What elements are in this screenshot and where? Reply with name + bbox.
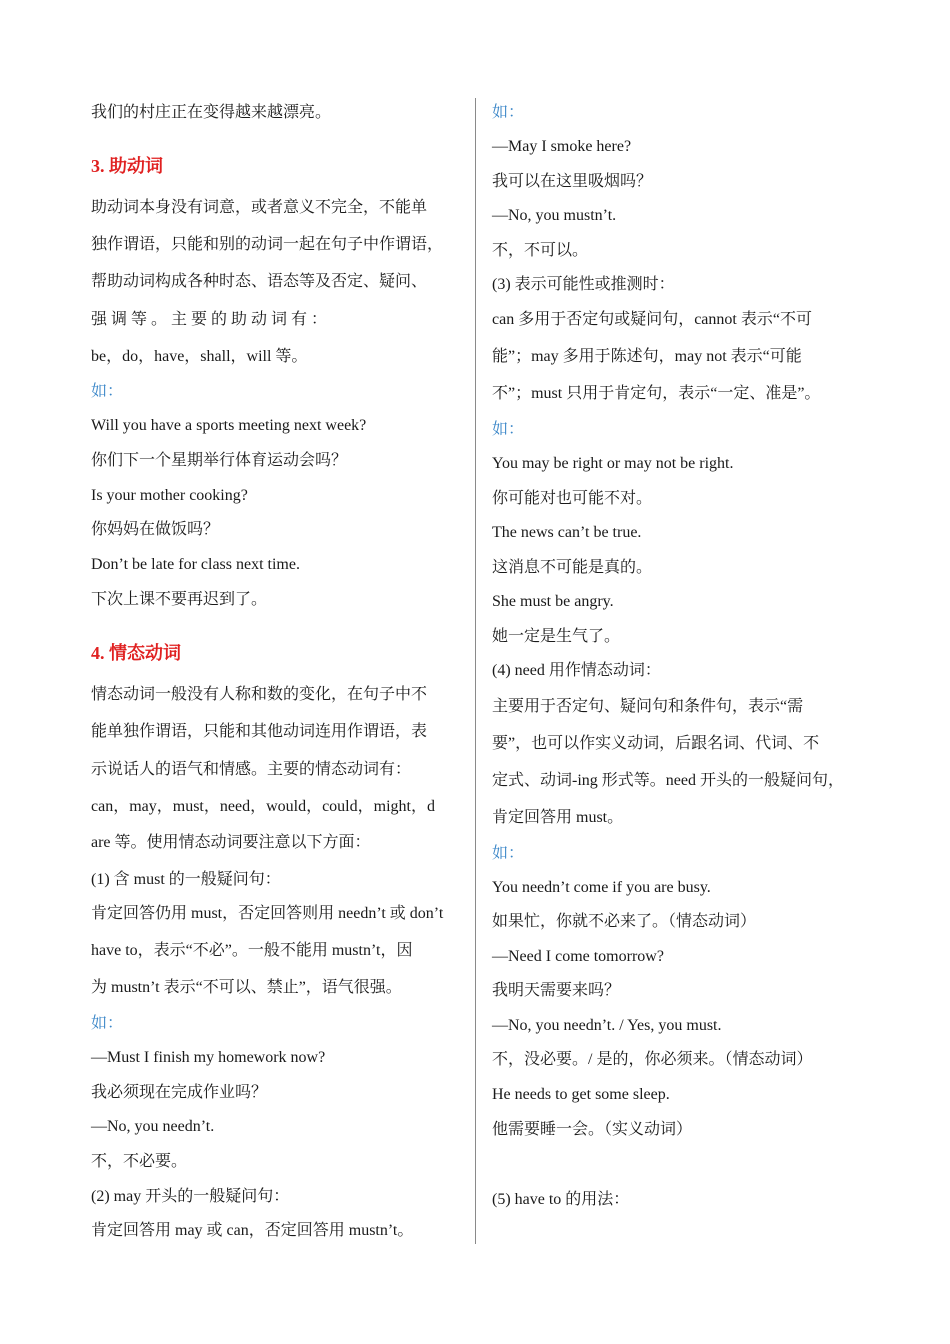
example-line: Is your mother cooking? xyxy=(91,487,248,504)
example-label: 如： xyxy=(91,383,124,400)
example-line: Will you have a sports meeting next week? xyxy=(91,417,367,434)
point4-para-line: 肯定回答用 must。 xyxy=(492,809,624,826)
example-line: —No, you needn’t. xyxy=(91,1118,215,1135)
example-line: 他需要睡一会。（实义动词） xyxy=(492,1121,693,1138)
example-label: 如： xyxy=(91,1015,124,1032)
section3-para-line: 帮助动词构成各种时态、语态等及否定、疑问、 xyxy=(91,273,428,290)
point2-title: (2) may 开头的一般疑问句： xyxy=(91,1188,290,1205)
example-line: She must be angry. xyxy=(492,593,614,610)
example-line: 下次上课不要再迟到了。 xyxy=(91,591,268,608)
example-line: —No, you mustn’t. xyxy=(492,207,617,224)
point1-para-line: 为 mustn’t 表示“不可以、禁止”，语气很强。 xyxy=(91,979,402,996)
column-divider xyxy=(475,98,476,1244)
example-line: 如果忙，你就不必来了。（情态动词） xyxy=(492,913,757,930)
intro-line: 我们的村庄正在变得越来越漂亮。 xyxy=(91,104,332,121)
section4-para-line: can，may，must，need，would，could，might，d xyxy=(91,798,435,815)
point1-para-line: 肯定回答仍用 must，否定回答则用 needn’t 或 don’t xyxy=(91,905,444,922)
example-line: The news can’t be true. xyxy=(492,524,642,541)
point2-para: 肯定回答用 may 或 can，否定回答用 mustn’t。 xyxy=(91,1222,414,1239)
section3-para-line: 强 调 等 。 主 要 的 助 动 词 有 ： xyxy=(91,311,328,328)
example-line: —May I smoke here? xyxy=(492,138,632,155)
example-line: 不，没必要。/ 是的，你必须来。（情态动词） xyxy=(492,1051,813,1068)
section3-para-line: be，do，have，shall，will 等。 xyxy=(91,348,308,365)
example-line: 你妈妈在做饭吗？ xyxy=(91,521,220,538)
example-line: 我可以在这里吸烟吗？ xyxy=(492,173,653,190)
example-line: —Must I finish my homework now? xyxy=(91,1049,326,1066)
example-line: 这消息不可能是真的。 xyxy=(492,559,653,576)
section4-para-line: 示说话人的语气和情感。主要的情态动词有： xyxy=(91,761,412,778)
example-line: Don’t be late for class next time. xyxy=(91,556,300,573)
example-line: 我明天需要来吗？ xyxy=(492,982,621,999)
example-line: 不，不可以。 xyxy=(492,242,589,259)
point5-title: (5) have to 的用法： xyxy=(492,1191,630,1208)
example-line: 我必须现在完成作业吗？ xyxy=(91,1084,268,1101)
example-label: 如： xyxy=(492,845,525,862)
example-label: 如： xyxy=(492,104,525,121)
example-line: You needn’t come if you are busy. xyxy=(492,879,711,896)
point1-title: (1) 含 must 的一般疑问句： xyxy=(91,871,281,888)
point3-para-line: 不”；must 只用于肯定句，表示“一定、准是”。 xyxy=(492,385,821,402)
example-line: —Need I come tomorrow? xyxy=(492,948,664,965)
section4-para-line: 能单独作谓语，只能和其他动词连用作谓语，表 xyxy=(91,723,428,740)
section4-heading: 4. 情态动词 xyxy=(91,643,181,663)
example-line: 她一定是生气了。 xyxy=(492,628,621,645)
point4-title: (4) need 用作情态动词： xyxy=(492,662,661,679)
point4-para-line: 主要用于否定句、疑问句和条件句，表示“需 xyxy=(492,698,804,715)
example-line: 你可能对也可能不对。 xyxy=(492,490,653,507)
section3-heading: 3. 助动词 xyxy=(91,156,163,176)
example-label: 如： xyxy=(492,421,525,438)
point4-para-line: 要”，也可以作实义动词，后跟名词、代词、不 xyxy=(492,735,820,752)
point3-para-line: 能”；may 多用于陈述句，may not 表示“可能 xyxy=(492,348,802,365)
section4-para-line: are 等。使用情态动词要注意以下方面： xyxy=(91,834,371,851)
example-line: 你们下一个星期举行体育运动会吗？ xyxy=(91,452,348,469)
example-line: You may be right or may not be right. xyxy=(492,455,734,472)
point4-para-line: 定式、动词-ing 形式等。need 开头的一般疑问句， xyxy=(492,772,844,789)
section3-para-line: 独作谓语，只能和别的动词一起在句子中作谓语， xyxy=(91,236,444,253)
example-line: 不，不必要。 xyxy=(91,1153,188,1170)
example-line: He needs to get some sleep. xyxy=(492,1086,670,1103)
example-line: —No, you needn’t. / Yes, you must. xyxy=(492,1017,722,1034)
section3-para-line: 助动词本身没有词意，或者意义不完全，不能单 xyxy=(91,199,428,216)
point3-para-line: can 多用于否定句或疑问句，cannot 表示“不可 xyxy=(492,311,812,328)
section4-para-line: 情态动词一般没有人称和数的变化，在句子中不 xyxy=(91,686,428,703)
point3-title: (3) 表示可能性或推测时： xyxy=(492,276,675,293)
point1-para-line: have to，表示“不必”。一般不能用 mustn’t，因 xyxy=(91,942,413,959)
